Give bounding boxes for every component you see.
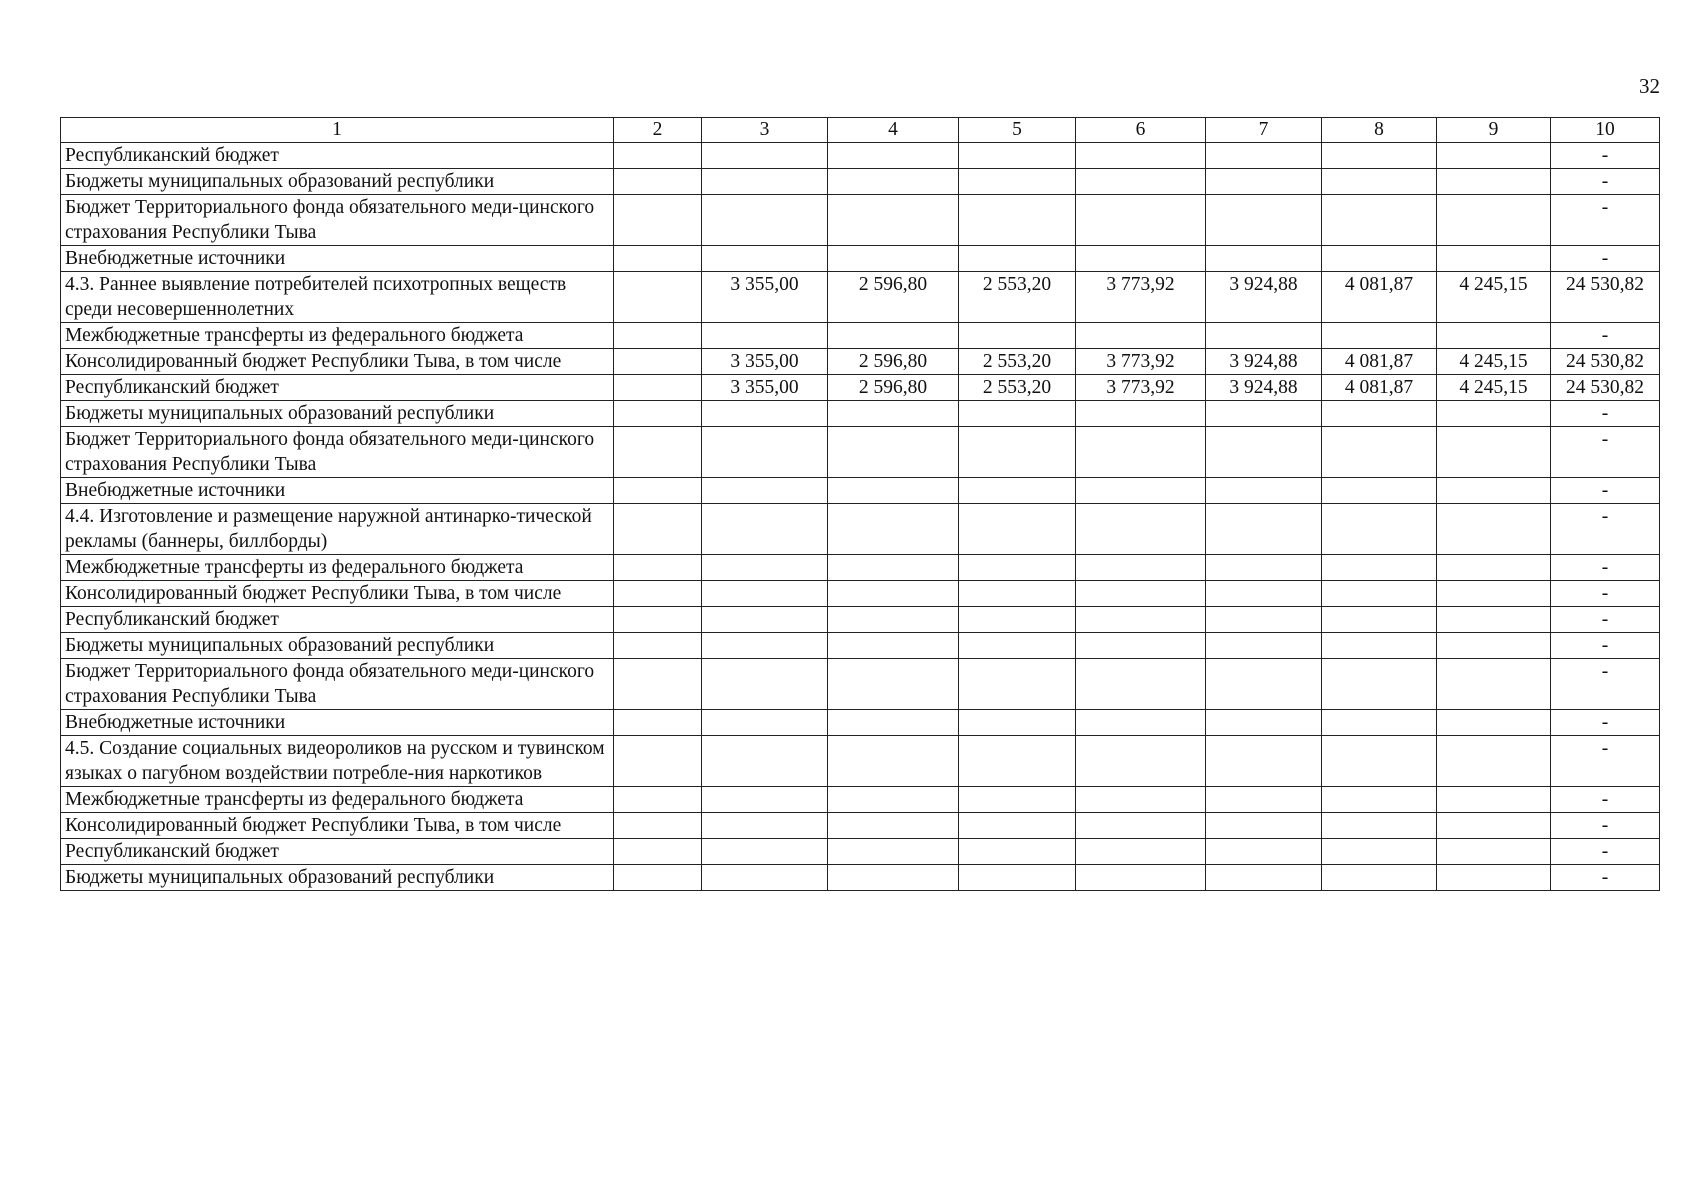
value-cell [959,813,1076,839]
row-label: Бюджет Территориального фонда обязательного меди-цинского страхования Республики Тыва [61,659,614,710]
row-label: 4.5. Создание социальных видеороликов на русском и тувинском языках о пагубном воздействии потребле-ния наркотиков [61,736,614,787]
value-cell [959,633,1076,659]
value-cell [828,865,959,891]
value-cell [614,169,702,195]
value-cell: 2 596,80 [828,375,959,401]
header-cell: 9 [1437,118,1551,143]
value-cell [1206,555,1322,581]
value-cell: 3 355,00 [702,349,828,375]
value-cell [959,323,1076,349]
value-cell [828,555,959,581]
value-cell [614,272,702,323]
value-cell [959,865,1076,891]
table-row [61,427,1660,478]
value-cell: 2 553,20 [959,375,1076,401]
table-row [61,865,1660,891]
header-cell: 1 [61,118,614,143]
value-cell [1206,478,1322,504]
value-cell [1206,633,1322,659]
value-cell [702,478,828,504]
value-cell [959,839,1076,865]
value-cell [1076,839,1206,865]
value-cell: - [1551,581,1660,607]
value-cell [702,323,828,349]
value-cell [1076,813,1206,839]
value-cell [959,607,1076,633]
value-cell [614,143,702,169]
row-label: Межбюджетные трансферты из федерального бюджета [61,555,614,581]
value-cell: - [1551,710,1660,736]
value-cell [1076,659,1206,710]
value-cell [1076,246,1206,272]
value-cell [702,169,828,195]
value-cell [959,427,1076,478]
value-cell: 3 924,88 [1206,272,1322,323]
value-cell [1437,813,1551,839]
table-row [61,375,1660,401]
table-row [61,169,1660,195]
table-row [61,349,1660,375]
value-cell [828,323,959,349]
value-cell [1437,169,1551,195]
value-cell [828,427,959,478]
value-cell [614,427,702,478]
value-cell [959,143,1076,169]
value-cell [702,865,828,891]
value-cell [1322,555,1437,581]
value-cell [614,710,702,736]
value-cell [1076,633,1206,659]
value-cell [614,813,702,839]
value-cell [828,839,959,865]
budget-table [60,117,1660,891]
value-cell [614,323,702,349]
row-label: 4.3. Раннее выявление потребителей психотропных веществ среди несовершеннолетних [61,272,614,323]
value-cell [1206,865,1322,891]
value-cell [828,401,959,427]
value-cell [614,478,702,504]
table-row [61,839,1660,865]
value-cell [1322,195,1437,246]
value-cell [1206,736,1322,787]
value-cell [959,401,1076,427]
value-cell [1076,555,1206,581]
table-row [61,272,1660,323]
value-cell [959,555,1076,581]
row-label: Межбюджетные трансферты из федерального бюджета [61,787,614,813]
value-cell: 24 530,82 [1551,349,1660,375]
value-cell [1076,787,1206,813]
value-cell [828,710,959,736]
value-cell: - [1551,143,1660,169]
value-cell [614,659,702,710]
value-cell: - [1551,195,1660,246]
value-cell [702,504,828,555]
value-cell [1322,736,1437,787]
value-cell [959,581,1076,607]
value-cell: 4 245,15 [1437,375,1551,401]
value-cell: - [1551,478,1660,504]
value-cell [1437,478,1551,504]
value-cell: - [1551,865,1660,891]
value-cell [702,633,828,659]
value-cell [1437,581,1551,607]
value-cell [1076,504,1206,555]
row-label: Республиканский бюджет [61,607,614,633]
value-cell: - [1551,787,1660,813]
table-row [61,143,1660,169]
value-cell [1076,581,1206,607]
table-row [61,813,1660,839]
value-cell [1206,143,1322,169]
value-cell [1206,323,1322,349]
table-row [61,195,1660,246]
value-cell [1206,710,1322,736]
table-row [61,555,1660,581]
value-cell [614,349,702,375]
row-label: Бюджет Территориального фонда обязательного меди-цинского страхования Республики Тыва [61,195,614,246]
value-cell: 24 530,82 [1551,375,1660,401]
header-cell: 4 [828,118,959,143]
value-cell [702,143,828,169]
row-label: Консолидированный бюджет Республики Тыва, в том числе [61,349,614,375]
value-cell [959,736,1076,787]
value-cell: 2 596,80 [828,349,959,375]
table-row [61,246,1660,272]
value-cell [828,813,959,839]
value-cell [1076,710,1206,736]
row-label: Внебюджетные источники [61,710,614,736]
header-cell: 5 [959,118,1076,143]
value-cell: 3 773,92 [1076,349,1206,375]
value-cell [1076,323,1206,349]
value-cell [1322,323,1437,349]
value-cell [1322,504,1437,555]
value-cell [1437,607,1551,633]
table-row [61,659,1660,710]
value-cell [1206,169,1322,195]
value-cell [959,195,1076,246]
value-cell [702,813,828,839]
value-cell [828,143,959,169]
value-cell [702,710,828,736]
value-cell [828,607,959,633]
table-row [61,710,1660,736]
value-cell [1322,427,1437,478]
value-cell [614,607,702,633]
value-cell [1322,143,1437,169]
value-cell [702,839,828,865]
value-cell: - [1551,607,1660,633]
value-cell [702,427,828,478]
value-cell [1206,195,1322,246]
table-row [61,736,1660,787]
header-cell: 8 [1322,118,1437,143]
value-cell: 3 924,88 [1206,349,1322,375]
value-cell: - [1551,427,1660,478]
value-cell [614,839,702,865]
value-cell [828,736,959,787]
value-cell [828,581,959,607]
value-cell [1076,401,1206,427]
row-label: Бюджеты муниципальных образований республики [61,865,614,891]
value-cell: - [1551,246,1660,272]
value-cell [1206,401,1322,427]
value-cell [614,787,702,813]
row-label: Бюджет Территориального фонда обязательного меди-цинского страхования Республики Тыва [61,427,614,478]
value-cell [702,607,828,633]
value-cell [1437,659,1551,710]
value-cell [1206,246,1322,272]
value-cell [702,736,828,787]
value-cell [1437,401,1551,427]
value-cell [614,633,702,659]
value-cell [1437,865,1551,891]
value-cell [1322,659,1437,710]
value-cell [1076,736,1206,787]
value-cell: 3 355,00 [702,375,828,401]
value-cell: - [1551,169,1660,195]
value-cell: - [1551,401,1660,427]
value-cell: - [1551,736,1660,787]
value-cell [1206,427,1322,478]
value-cell [614,504,702,555]
value-cell [1437,710,1551,736]
value-cell [828,195,959,246]
value-cell [959,478,1076,504]
value-cell: - [1551,813,1660,839]
value-cell: - [1551,839,1660,865]
value-cell [702,787,828,813]
table-row [61,401,1660,427]
table-row [61,504,1660,555]
value-cell [702,659,828,710]
value-cell [614,865,702,891]
header-cell: 6 [1076,118,1206,143]
value-cell [1206,787,1322,813]
value-cell [1322,633,1437,659]
value-cell [1437,143,1551,169]
value-cell [614,581,702,607]
value-cell [702,195,828,246]
row-label: Консолидированный бюджет Республики Тыва, в том числе [61,813,614,839]
value-cell [614,555,702,581]
row-label: Бюджеты муниципальных образований республики [61,401,614,427]
value-cell: 4 081,87 [1322,375,1437,401]
value-cell [1322,607,1437,633]
value-cell [1076,427,1206,478]
table-body [61,143,1660,891]
value-cell [828,504,959,555]
row-label: 4.4. Изготовление и размещение наружной антинарко-тической рекламы (баннеры, биллборды) [61,504,614,555]
table-row [61,323,1660,349]
value-cell: 3 355,00 [702,272,828,323]
value-cell [1322,169,1437,195]
value-cell [959,504,1076,555]
value-cell: - [1551,659,1660,710]
value-cell [1437,839,1551,865]
value-cell: 4 081,87 [1322,349,1437,375]
value-cell: 3 924,88 [1206,375,1322,401]
table-row [61,787,1660,813]
table-row [61,607,1660,633]
value-cell [1322,478,1437,504]
value-cell [1206,607,1322,633]
value-cell [1076,195,1206,246]
row-label: Бюджеты муниципальных образований республики [61,633,614,659]
value-cell [614,195,702,246]
header-row [61,118,1660,143]
value-cell [959,169,1076,195]
value-cell [1076,607,1206,633]
value-cell: 3 773,92 [1076,272,1206,323]
value-cell [702,555,828,581]
value-cell [959,659,1076,710]
value-cell [959,710,1076,736]
value-cell [1437,504,1551,555]
value-cell [702,246,828,272]
value-cell: - [1551,555,1660,581]
value-cell [1437,323,1551,349]
value-cell [1322,813,1437,839]
value-cell [614,401,702,427]
header-cell: 3 [702,118,828,143]
value-cell: 2 553,20 [959,272,1076,323]
row-label: Республиканский бюджет [61,375,614,401]
value-cell [828,169,959,195]
value-cell [1206,813,1322,839]
value-cell: 2 596,80 [828,272,959,323]
row-label: Консолидированный бюджет Республики Тыва, в том числе [61,581,614,607]
value-cell [1437,555,1551,581]
value-cell [1206,504,1322,555]
value-cell [1076,143,1206,169]
value-cell [1206,659,1322,710]
value-cell [1206,839,1322,865]
value-cell [1076,169,1206,195]
value-cell [1322,787,1437,813]
row-label: Республиканский бюджет [61,839,614,865]
value-cell [614,736,702,787]
value-cell: 3 773,92 [1076,375,1206,401]
value-cell: 4 081,87 [1322,272,1437,323]
row-label: Межбюджетные трансферты из федерального бюджета [61,323,614,349]
table-row [61,581,1660,607]
value-cell [1322,401,1437,427]
value-cell [1437,633,1551,659]
value-cell: - [1551,633,1660,659]
value-cell [614,246,702,272]
value-cell [1437,736,1551,787]
value-cell [959,787,1076,813]
header-cell: 2 [614,118,702,143]
page-number: 32 [1639,74,1660,98]
value-cell [828,478,959,504]
value-cell [1076,865,1206,891]
value-cell: - [1551,504,1660,555]
value-cell: 2 553,20 [959,349,1076,375]
row-label: Внебюджетные источники [61,246,614,272]
row-label: Республиканский бюджет [61,143,614,169]
row-label: Внебюджетные источники [61,478,614,504]
value-cell [1322,839,1437,865]
value-cell [828,246,959,272]
value-cell [702,581,828,607]
value-cell [1437,246,1551,272]
value-cell [828,633,959,659]
table-row [61,633,1660,659]
value-cell [1076,478,1206,504]
value-cell [1322,246,1437,272]
value-cell [1437,787,1551,813]
value-cell [1322,710,1437,736]
header-cell: 7 [1206,118,1322,143]
header-cell: 10 [1551,118,1660,143]
value-cell: 24 530,82 [1551,272,1660,323]
value-cell [1437,195,1551,246]
value-cell [828,787,959,813]
value-cell [702,401,828,427]
value-cell: 4 245,15 [1437,272,1551,323]
value-cell [828,659,959,710]
value-cell [1437,427,1551,478]
value-cell: 4 245,15 [1437,349,1551,375]
value-cell [614,375,702,401]
value-cell [1322,581,1437,607]
value-cell [959,246,1076,272]
value-cell [1206,581,1322,607]
value-cell [1322,865,1437,891]
row-label: Бюджеты муниципальных образований республики [61,169,614,195]
value-cell: - [1551,323,1660,349]
table-row [61,478,1660,504]
